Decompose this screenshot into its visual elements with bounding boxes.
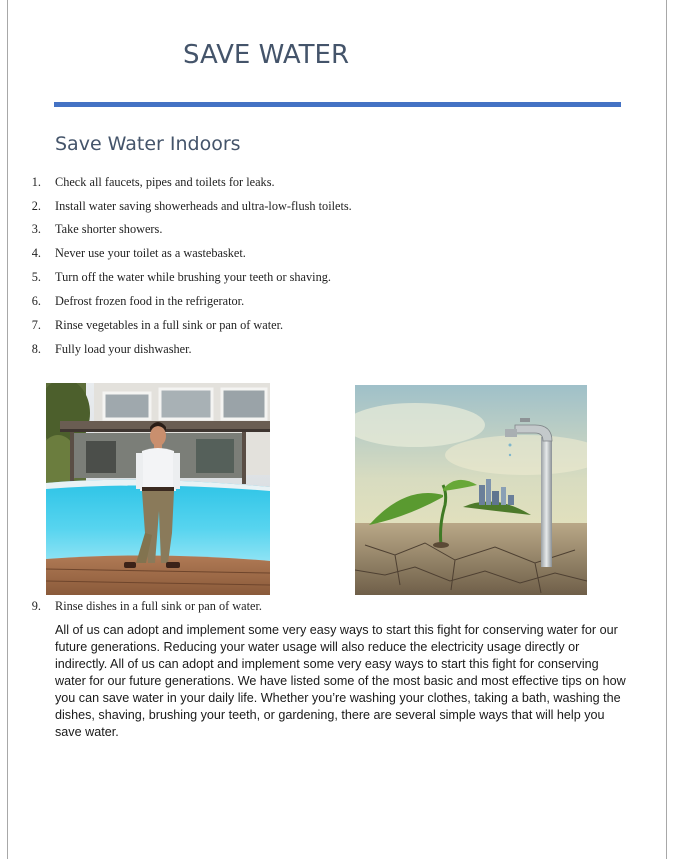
list-item-number: 8. xyxy=(31,342,41,356)
man-by-pool-photo xyxy=(46,383,270,595)
page-border-right xyxy=(666,0,667,859)
list-item-text: Rinse vegetables in a full sink or pan of water. xyxy=(55,318,284,332)
list-item-text: Defrost frozen food in the refrigerator. xyxy=(55,294,245,308)
list-item-text: Never use your toilet as a wastebasket. xyxy=(55,246,246,260)
list-item-number: 3. xyxy=(31,222,41,236)
list-item-number: 1. xyxy=(31,175,41,189)
list-item-number: 6. xyxy=(31,294,41,308)
body-paragraph: All of us can adopt and implement some very easy ways to start this fight for conserving water for our future generations. Reducing your water usage will also reduce the electricity usage directly or indirectly. All of us can adopt and implement some very easy ways to start this fight for conserving water for our future generations. We have listed some of the most basic and most effective tips on how you can save water in your daily life. Whether you’re washing your clothes, taking a bath, washing the dishes, shaving, brushing your teeth, or gardening, there are several simple ways that will help you save water. xyxy=(55,623,626,739)
list-item-text: Install water saving showerheads and ultra-low-flush toilets. xyxy=(55,199,352,213)
plant-and-tap-photo xyxy=(355,385,587,595)
list-item-text: Turn off the water while brushing your teeth or shaving. xyxy=(55,270,331,284)
page-border-left xyxy=(7,0,8,859)
title-underline-rule xyxy=(54,102,621,107)
list-item-text: Check all faucets, pipes and toilets for leaks. xyxy=(55,175,275,189)
list-item-number: 9. xyxy=(31,599,41,613)
document-title: SAVE WATER xyxy=(183,40,350,70)
list-item-number: 5. xyxy=(31,270,41,284)
list-item-text: Rinse dishes in a full sink or pan of water. xyxy=(55,599,262,613)
list-item-number: 7. xyxy=(31,318,41,332)
list-item-text: Fully load your dishwasher. xyxy=(55,342,192,356)
list-item-text: Take shorter showers. xyxy=(55,222,163,236)
list-item-number: 2. xyxy=(31,199,41,213)
section-heading: Save Water Indoors xyxy=(55,133,241,155)
list-item-number: 4. xyxy=(31,246,41,260)
